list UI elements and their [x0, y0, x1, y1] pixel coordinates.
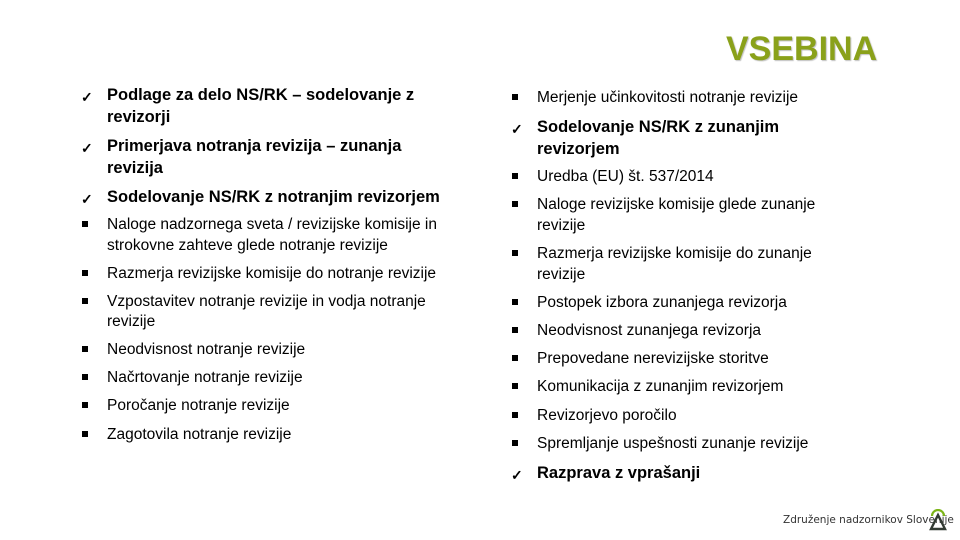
list-item: [510, 377, 860, 398]
list-item-text: Komunikacija z zunanjim revizorjem: [537, 378, 784, 396]
list-item-text: Prepovedane nerevizijske storitve: [537, 350, 769, 368]
list-item-text: Razmerja revizijske komisije do zunanje revizije: [537, 245, 812, 283]
list-item-text: Revizorjevo poročilo: [537, 406, 677, 424]
list-item: [80, 186, 460, 208]
square-bullet-icon: [512, 440, 518, 446]
list-item: [510, 167, 860, 188]
list-item-text: Neodvisnost zunanjega revizorja: [537, 321, 762, 339]
list-item-text: Razprava z vprašanji: [537, 463, 701, 482]
slide-title: VSEBINA: [726, 30, 878, 68]
list-item: [510, 116, 860, 160]
check-icon: ✓: [81, 140, 93, 156]
list-item: [510, 462, 860, 484]
list-item: [510, 293, 860, 314]
list-item: [80, 84, 460, 128]
list-item: [80, 425, 460, 446]
list-item-text: Naloge nadzornega sveta / revizijske komisije in strokovne zahteve glede notranje revizije: [107, 216, 437, 254]
square-bullet-icon: [82, 346, 88, 352]
square-bullet-icon: [512, 173, 518, 179]
list-item-text: Načrtovanje notranje revizije: [107, 369, 303, 387]
square-bullet-icon: [512, 355, 518, 361]
square-bullet-icon: [512, 250, 518, 256]
list-item-text: Sodelovanje NS/RK z zunanjim revizorjem: [537, 118, 780, 159]
list-item: [510, 195, 860, 236]
square-bullet-icon: [82, 270, 88, 276]
check-icon: ✓: [81, 89, 93, 105]
organization-logo-icon: [929, 509, 947, 531]
list-item-text: Spremljanje uspešnosti zunanje revizije: [537, 434, 809, 452]
list-item-text: Razmerja revizijske komisije do notranje revizije: [107, 264, 437, 282]
right-column: [510, 88, 860, 491]
list-item-text: Primerjava notranja revizija – zunanja revizija: [107, 137, 402, 177]
footer-organization: Združenje nadzornikov Slovenije: [783, 514, 954, 526]
square-bullet-icon: [82, 431, 88, 437]
list-item: [80, 340, 460, 361]
list-item-text: Naloge revizijske komisije glede zunanje revizije: [537, 196, 816, 234]
list-item: [80, 396, 460, 417]
list-item: [510, 321, 860, 342]
square-bullet-icon: [512, 299, 518, 305]
list-item: [80, 368, 460, 389]
square-bullet-icon: [512, 412, 518, 418]
list-item: [80, 292, 460, 333]
list-item-text: Merjenje učinkovitosti notranje revizije: [537, 89, 799, 106]
list-item: [80, 135, 460, 179]
list-item: [510, 244, 860, 285]
list-item-text: Zagotovila notranje revizije: [107, 425, 292, 443]
square-bullet-icon: [82, 374, 88, 380]
list-item-text: Neodvisnost notranje revizije: [107, 341, 306, 359]
list-item-text: Podlage za delo NS/RK – sodelovanje z revizorji: [107, 86, 415, 126]
square-bullet-icon: [512, 327, 518, 333]
square-bullet-icon: [82, 221, 88, 227]
list-item-text: Uredba (EU) št. 537/2014: [537, 168, 714, 186]
left-bullet-list: [80, 84, 460, 445]
right-bullet-list: [510, 88, 860, 484]
check-icon: ✓: [81, 191, 93, 207]
list-item-text: Poročanje notranje revizije: [107, 397, 290, 415]
square-bullet-icon: [512, 383, 518, 389]
check-icon: ✓: [511, 121, 523, 138]
list-item: [80, 215, 460, 256]
square-bullet-icon: [82, 298, 88, 304]
left-column: [80, 84, 460, 453]
list-item-text: Postopek izbora zunanjega revizorja: [537, 293, 787, 311]
list-item: [510, 88, 860, 109]
check-icon: ✓: [511, 466, 523, 483]
square-bullet-icon: [512, 94, 518, 100]
list-item: [80, 264, 460, 285]
square-bullet-icon: [512, 201, 518, 207]
list-item: [510, 349, 860, 370]
square-bullet-icon: [82, 402, 88, 408]
list-item: [510, 434, 860, 455]
list-item: [510, 406, 860, 427]
list-item-text: Sodelovanje NS/RK z notranjim revizorjem: [107, 188, 440, 206]
list-item-text: Vzpostavitev notranje revizije in vodja notranje revizije: [107, 292, 426, 331]
